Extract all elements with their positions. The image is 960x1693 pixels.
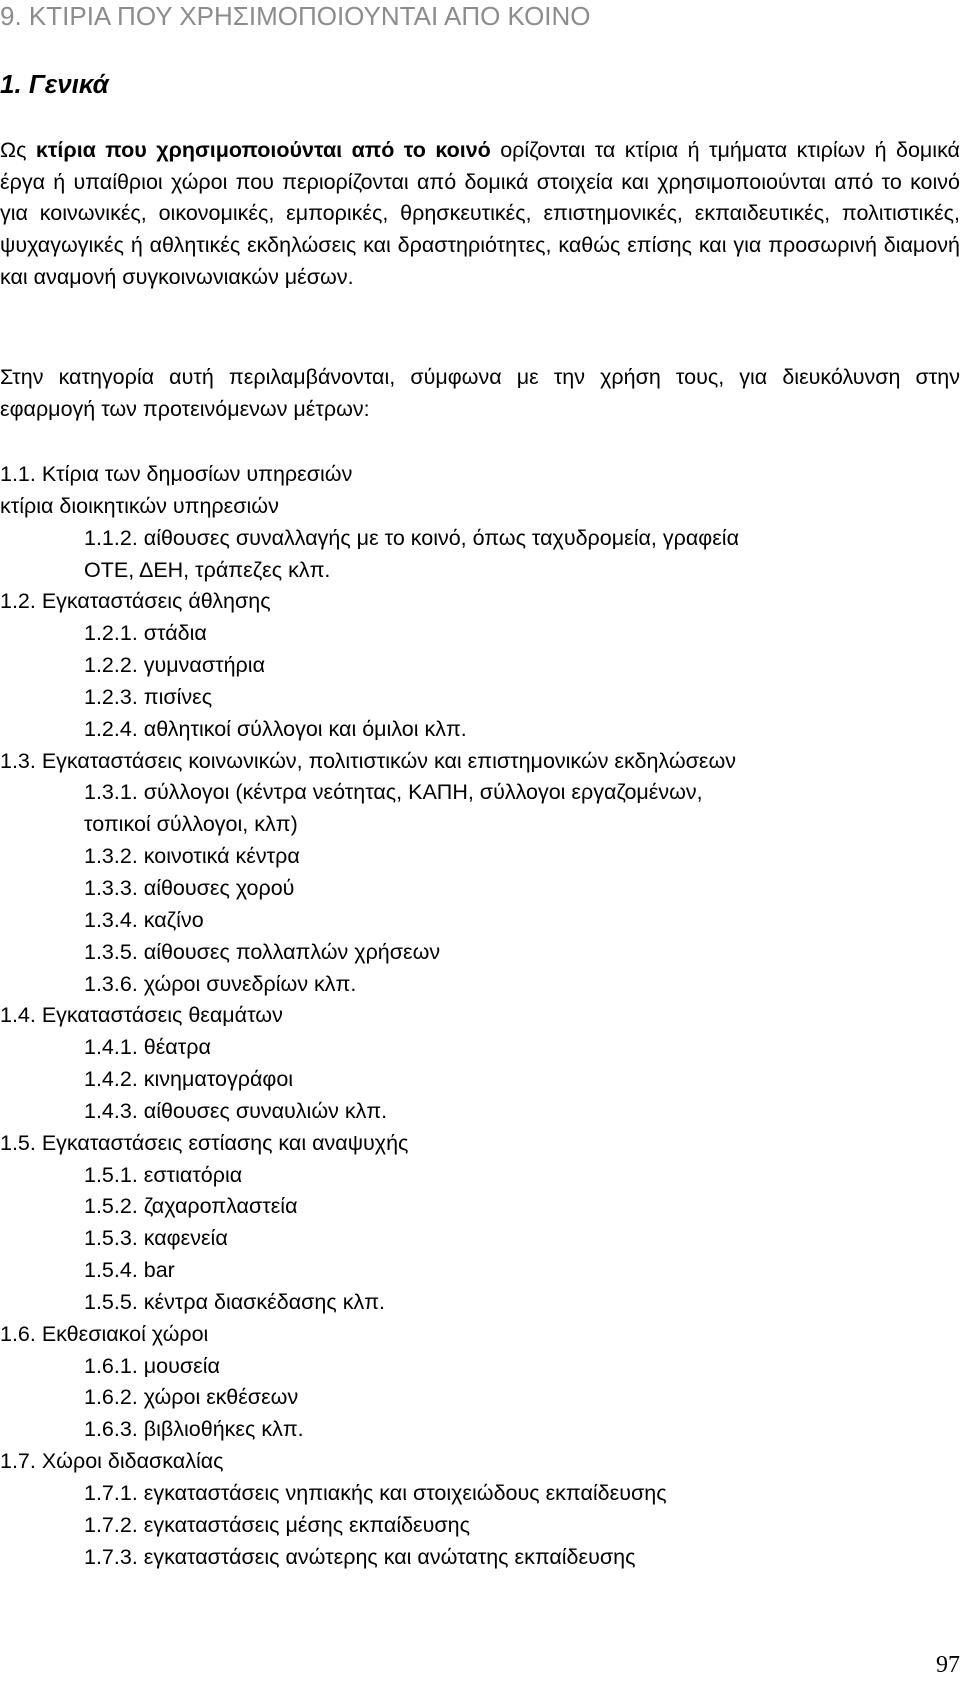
outline-item: 1.5.3. καφενεία <box>84 1226 228 1251</box>
outline-item: 1.7.2. εγκαταστάσεις μέσης εκπαίδευσης <box>84 1512 470 1537</box>
intro-lead: Ως <box>0 138 36 162</box>
intro-paragraph <box>0 135 960 294</box>
outline-item: 1.3.1. σύλλογοι (κέντρα νεότητας, ΚΑΠΗ, σύλλογοι εργαζομένων, <box>84 780 703 805</box>
outline-item: 1.1. Κτίρια των δημοσίων υπηρεσιών <box>0 462 353 486</box>
outline-item: 1.4.3. αίθουσες συναυλιών κλπ. <box>84 1098 388 1123</box>
page-number: 97 <box>936 1652 960 1678</box>
outline-item: 1.5.2. ζαχαροπλαστεία <box>84 1194 298 1219</box>
outline-item: τοπικοί σύλλογοι, κλπ) <box>84 812 298 837</box>
outline-item: 1.7.3. εγκαταστάσεις ανώτερης και ανώτατης εκπαίδευσης <box>84 1544 636 1569</box>
chapter-title: 9. ΚΤΙΡΙΑ ΠΟΥ ΧΡΗΣΙΜΟΠΟΙΟΥΝΤΑΙ ΑΠΟ ΚΟΙΝΟ <box>0 1 591 31</box>
outline-item: 1.3.3. αίθουσες χορού <box>84 875 295 900</box>
outline-item: 1.3.5. αίθουσες πολλαπλών χρήσεων <box>84 939 441 964</box>
outline-item: 1.4.1. θέατρα <box>84 1035 211 1060</box>
intro-rest: ορίζονται τα κτίρια ή τμήματα κτιρίων ή δομικά έργα ή υπαίθριοι χώροι που περιορίζονται από δομικά στοιχεία και χρησιμοποιούνται από το κοινό για κοινωνικές, οικονομικές, εμπορικές, θρησκευτικές, επιστημονικές, εκπαιδευτικές, πολιτιστικές, ψυχαγωγικές ή αθλητικές εκδηλώσεις και δραστηριότητες, καθώς επίσης και για προσωρινή διαμονή και αναμονή συγκοινωνιακών μέσων. <box>0 138 960 289</box>
outline-item: 1.2.4. αθλητικοί σύλλογοι και όμιλοι κλπ. <box>84 716 467 741</box>
building-categories-outline <box>0 459 960 1574</box>
outline-item: 1.5. Εγκαταστάσεις εστίασης και αναψυχής <box>0 1130 409 1155</box>
outline-item: 1.3.2. κοινοτικά κέντρα <box>84 844 300 869</box>
outline-item: 1.7.1. εγκαταστάσεις νηπιακής και στοιχειώδους εκπαίδευσης <box>84 1481 667 1505</box>
outline-item: 1.2. Εγκαταστάσεις άθλησης <box>0 589 271 614</box>
outline-item: 1.2.2. γυμναστήρια <box>84 653 265 678</box>
outline-item: ΟΤΕ, ΔΕΗ, τράπεζες κλπ. <box>84 557 331 582</box>
outline-item: 1.2.1. στάδια <box>84 621 207 646</box>
outline-item: 1.1.2. αίθουσες συναλλαγής με το κοινό, όπως ταχυδρομεία, γραφεία <box>84 525 740 550</box>
outline-item: 1.4. Εγκαταστάσεις θεαμάτων <box>0 1003 283 1028</box>
outline-item: 1.5.1. εστιατόρια <box>84 1162 243 1187</box>
intro-defined-term: κτίρια που χρησιμοποιούνται από το κοινό <box>35 138 491 162</box>
outline-item: κτίρια διοικητικών υπηρεσιών <box>0 493 279 518</box>
outline-item: 1.6. Εκθεσιακοί χώροι <box>0 1321 209 1346</box>
outline-item: 1.7. Χώροι διδασκαλίας <box>0 1449 224 1474</box>
outline-item: 1.6.3. βιβλιοθήκες κλπ. <box>84 1417 304 1442</box>
section-title: 1. Γενικά <box>0 69 109 99</box>
outline-item: 1.4.2. κινηματογράφοι <box>84 1067 294 1092</box>
outline-item: 1.3.6. χώροι συνεδρίων κλπ. <box>84 971 357 996</box>
outline-item: 1.3.4. καζίνο <box>84 907 204 932</box>
outline-item: 1.6.1. μουσεία <box>84 1353 220 1378</box>
outline-item: 1.6.2. χώροι εκθέσεων <box>84 1385 299 1410</box>
outline-item: 1.3. Εγκαταστάσεις κοινωνικών, πολιτιστικών και επιστημονικών εκδηλώσεων <box>0 748 737 773</box>
outline-item: 1.5.4. bar <box>84 1258 175 1283</box>
category-intro-paragraph: Στην κατηγορία αυτή περιλαμβάνονται, σύμφωνα με την χρήση τους, για διευκόλυνση στην εφαρμογή των προτεινόμενων μέτρων: <box>0 365 960 421</box>
outline-item: 1.2.3. πισίνες <box>84 684 213 709</box>
outline-item: 1.5.5. κέντρα διασκέδασης κλπ. <box>84 1289 386 1314</box>
